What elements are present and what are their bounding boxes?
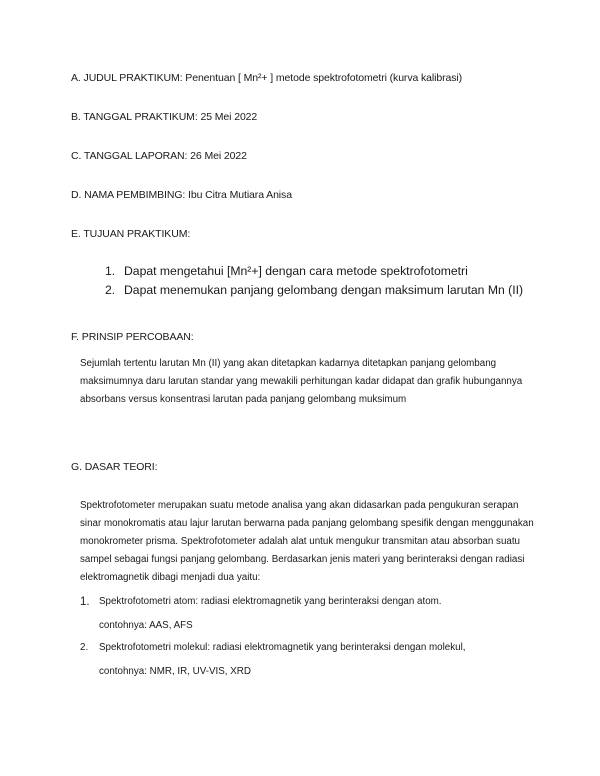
tujuan-item-number: 1. [105, 264, 116, 278]
judul-praktikum: A. JUDUL PRAKTIKUM: Penentuan [ Mn²+ ] metode spektrofotometri (kurva kalibrasi) [71, 72, 463, 84]
tanggal-praktikum: B. TANGGAL PRAKTIKUM: 25 Mei 2022 [71, 111, 258, 123]
tanggal-laporan: C. TANGGAL LAPORAN: 26 Mei 2022 [71, 150, 247, 162]
teori-item-number: 2. [80, 642, 89, 653]
dasar-teori-paragraph: Spektrofotometer merupakan suatu metode analisa yang akan didasarkan pada pengukuran serapan sinar monokromatis atau lajur larutan berwarna pada panjang gelombang spesifik dengan menggunakan monokrometer prisma. Spektrofotometer adalah alat untuk mengukur transmitan atau absorban suatu sampel sebagai fungsi panjang gelombang. Berdasarkan jenis materi yang berinteraksi dengan radiasi elektromagnetik dibagi menjadi dua yaitu: [80, 500, 534, 583]
teori-item-text: Spektrofotometri atom: radiasi elektromagnetik yang berinteraksi dengan atom. [99, 596, 442, 607]
prinsip-heading: F. PRINSIP PERCOBAAN: [71, 331, 194, 343]
teori-item-example: contohnya: AAS, AFS [99, 620, 193, 631]
teori-item-example: contohnya: NMR, IR, UV-VIS, XRD [99, 666, 251, 677]
teori-item [80, 639, 540, 681]
prinsip-paragraph: Sejumlah tertentu larutan Mn (II) yang akan ditetapkan kadarnya ditetapkan panjang gelombang maksimumnya daru larutan standar yang mewakili perhitungan kadar didapat dan grafik hubungannya absorbans versus konsentrasi larutan pada panjang gelombang muksimum [80, 358, 523, 405]
tujuan-item-text: Dapat menemukan panjang gelombang dengan maksimum larutan Mn (II) [124, 283, 524, 297]
dasar-teori-heading: G. DASAR TEORI: [71, 461, 158, 473]
teori-list [80, 593, 540, 681]
tujuan-item [105, 281, 545, 300]
tujuan-item-text: Dapat mengetahui [Mn²+] dengan cara metode spektrofotometri [124, 264, 468, 278]
tujuan-list [105, 262, 545, 300]
tujuan-item [105, 262, 545, 281]
teori-item-number: 1. [80, 596, 90, 608]
teori-item [80, 593, 540, 635]
teori-item-text: Spektrofotometri molekul: radiasi elektromagnetik yang berinteraksi dengan molekul, [99, 642, 466, 653]
tujuan-heading: E. TUJUAN PRAKTIKUM: [71, 228, 191, 240]
nama-pembimbing: D. NAMA PEMBIMBING: Ibu Citra Mutiara Anisa [71, 189, 292, 201]
tujuan-item-number: 2. [105, 283, 116, 297]
